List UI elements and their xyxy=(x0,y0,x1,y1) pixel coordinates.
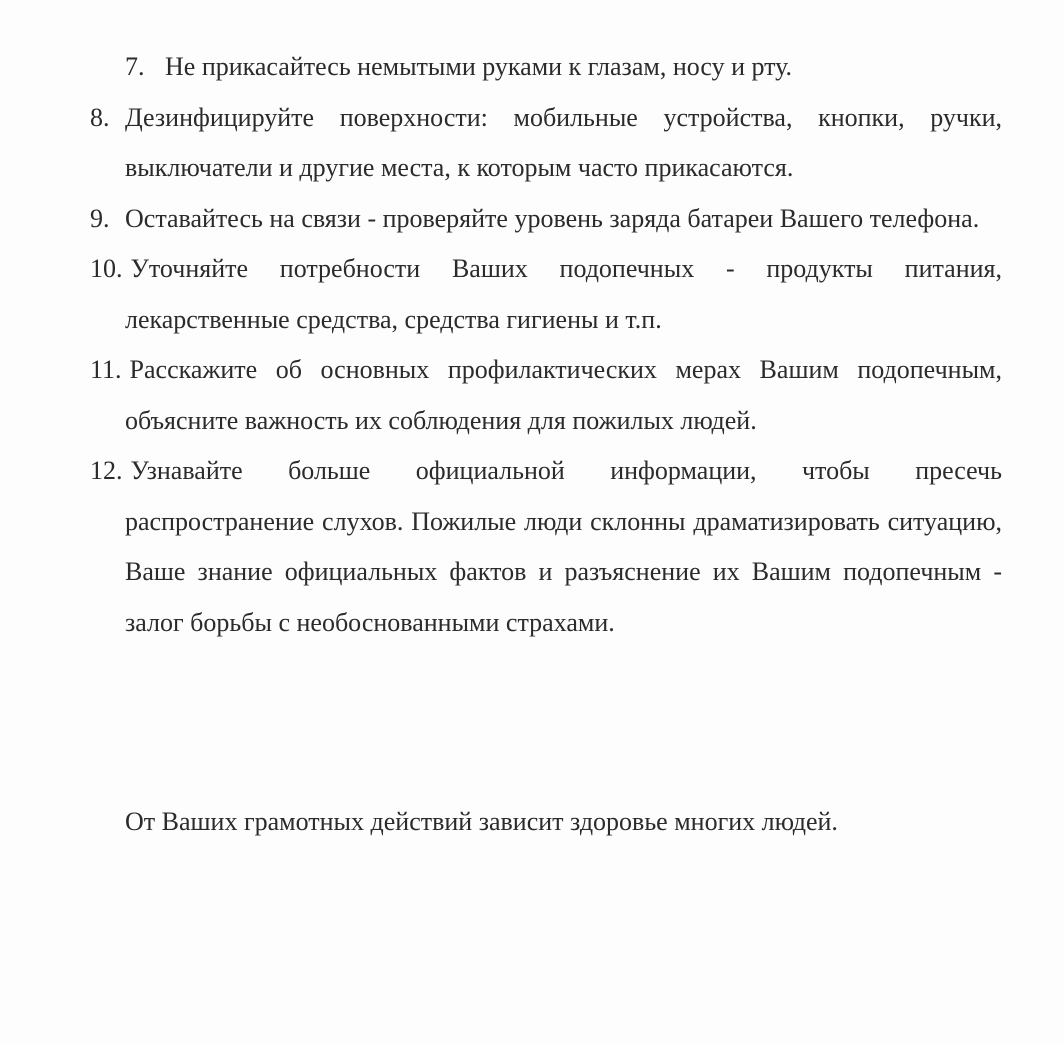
recommendations-list xyxy=(0,42,1064,648)
list-item-number: 12. xyxy=(90,456,123,485)
list-item-8 xyxy=(0,93,1064,194)
list-item-number: 9. xyxy=(90,203,110,233)
list-item-9 xyxy=(0,194,1064,245)
list-item-text: Не прикасайтесь немытыми руками к глазам, носу и рту. xyxy=(165,52,793,81)
list-item-text: Расскажите об основных профилактических мерах Вашим подопечным, объясните важность их соблюдения для пожилых людей. xyxy=(125,355,1002,435)
list-item-number: 8. xyxy=(90,102,110,132)
list-item-text: Уточняйте потребности Ваших подопечных - продукты питания, лекарственные средства, средства гигиены и т.п. xyxy=(125,254,1002,334)
list-item-number: 11. xyxy=(90,355,122,384)
list-item-text: Узнавайте больше официальной информации, чтобы пресечь распространение слухов. Пожилые люди склонны драматизировать ситуацию, Ваше знание официальных фактов и разъяснение их Вашим подопечным - залог борьбы с необоснованными страхами. xyxy=(125,456,1002,637)
list-item-number: 10. xyxy=(90,254,123,283)
list-item-text: Дезинфицируйте поверхности: мобильные устройства, кнопки, ручки, выключатели и другие места, к которым часто прикасаются. xyxy=(125,102,1002,182)
list-item-7 xyxy=(0,42,1064,93)
list-item-10 xyxy=(0,244,1064,345)
list-item-text: Оставайтесь на связи - проверяйте уровень заряда батареи Вашего телефона. xyxy=(125,203,980,233)
closing-statement: От Ваших грамотных действий зависит здоровье многих людей. xyxy=(125,807,838,836)
list-item-11 xyxy=(0,345,1064,446)
list-item-number: 7. xyxy=(125,52,145,81)
list-item-12 xyxy=(0,446,1064,648)
